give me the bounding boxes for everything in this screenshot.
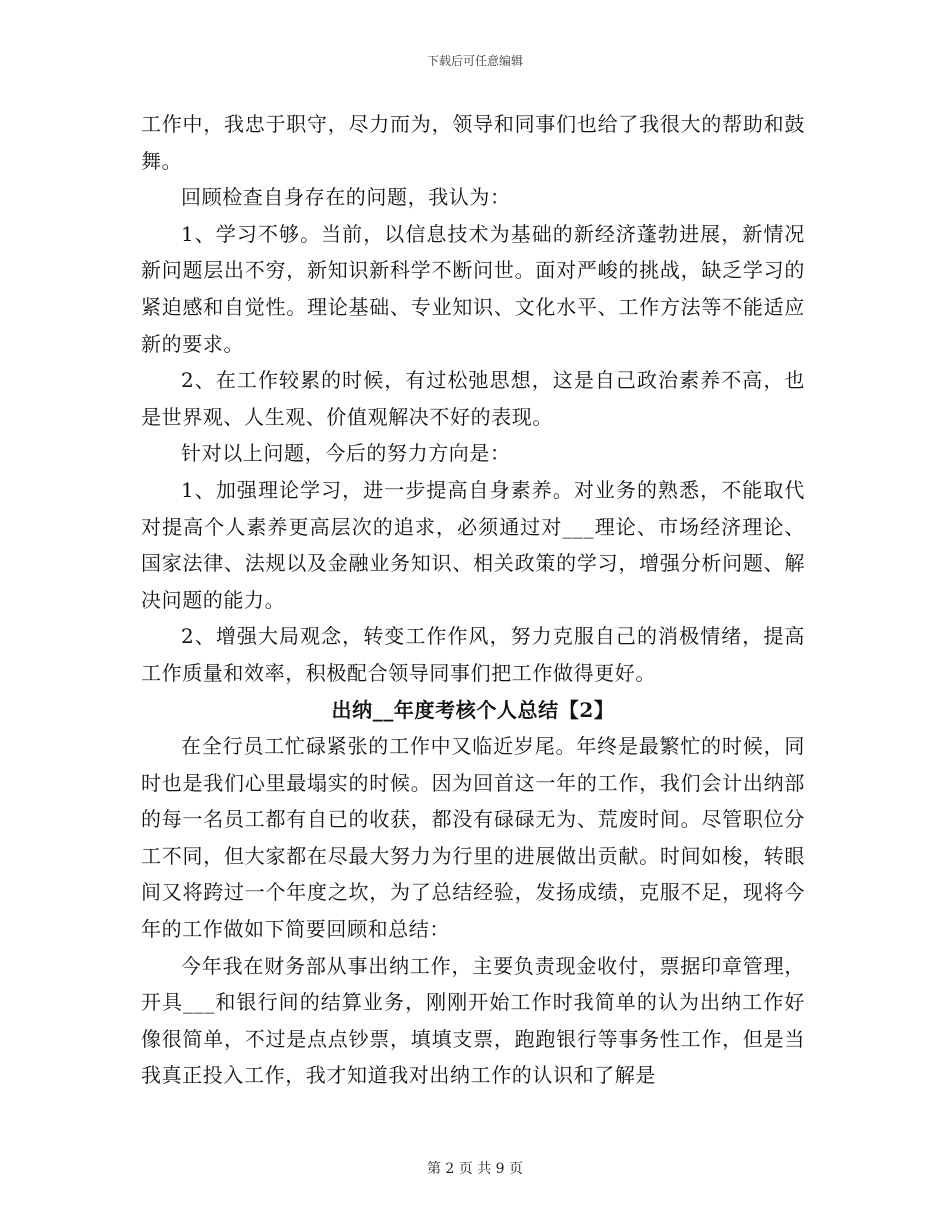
paragraph-problem-1: 1、学习不够。当前，以信息技术为基础的新经济蓬勃进展，新情况新问题层出不穷，新知识新科学不断问世。面对严峻的挑战，缺乏学习的紧迫感和自觉性。理论基础、专业知识、文化水平、工作方法等不能适应新的要求。 bbox=[141, 221, 805, 356]
paragraph-problems-intro: 回顾检查自身存在的问题，我认为： bbox=[181, 185, 511, 210]
paragraph-cashier-work: 今年我在财务部从事出纳工作，主要负责现金收付，票据印章管理，开具___和银行间的结算业务，刚刚开始工作时我简单的认为出纳工作好像很简单，不过是点点钞票，填填支票，跑跑银行等事务性工作，但是当我真正投入工作，我才知道我对出纳工作的认识和了解是 bbox=[141, 953, 805, 1088]
paragraph-year-end-intro: 在全行员工忙碌紧张的工作中又临近岁尾。年终是最繁忙的时候，同时也是我们心里最塌实的时候。因为回首这一年的工作，我们会计出纳部的每一名员工都有自已的收获，都没有碌碌无为、荒废时间。尽管职位分工不同，但大家都在尽最大努力为行里的进展做出贡献。时间如梭，转眼间又将跨过一个年度之坎，为了总结经验，发扬成绩，克服不足，现将今年的工作做如下简要回顾和总结： bbox=[141, 734, 805, 942]
document-body bbox=[141, 106, 805, 1094]
paragraph-continuation: 工作中，我忠于职守，尽力而为，领导和同事们也给了我很大的帮助和鼓舞。 bbox=[141, 112, 805, 173]
paragraph-direction-1: 1、加强理论学习，进一步提高自身素养。对业务的熟悉，不能取代对提高个人素养更高层次的追求，必须通过对___理论、市场经济理论、国家法律、法规以及金融业务知识、相关政策的学习，增强分析问题、解决问题的能力。 bbox=[141, 477, 805, 612]
section-title: 出纳__年度考核个人总结【2】 bbox=[331, 697, 615, 722]
page-number: 第 2 页 共 9 页 bbox=[426, 1161, 524, 1177]
paragraph-direction-intro: 针对以上问题，今后的努力方向是： bbox=[181, 441, 511, 466]
paragraph-problem-2: 2、在工作较累的时候，有过松弛思想，这是自己政治素养不高，也是世界观、人生观、价值观解决不好的表现。 bbox=[141, 368, 805, 429]
paragraph-direction-2: 2、增强大局观念，转变工作作风，努力克服自己的消极情绪，提高工作质量和效率，积极配合领导同事们把工作做得更好。 bbox=[141, 624, 805, 685]
header-note: 下载后可任意编辑 bbox=[426, 54, 523, 68]
